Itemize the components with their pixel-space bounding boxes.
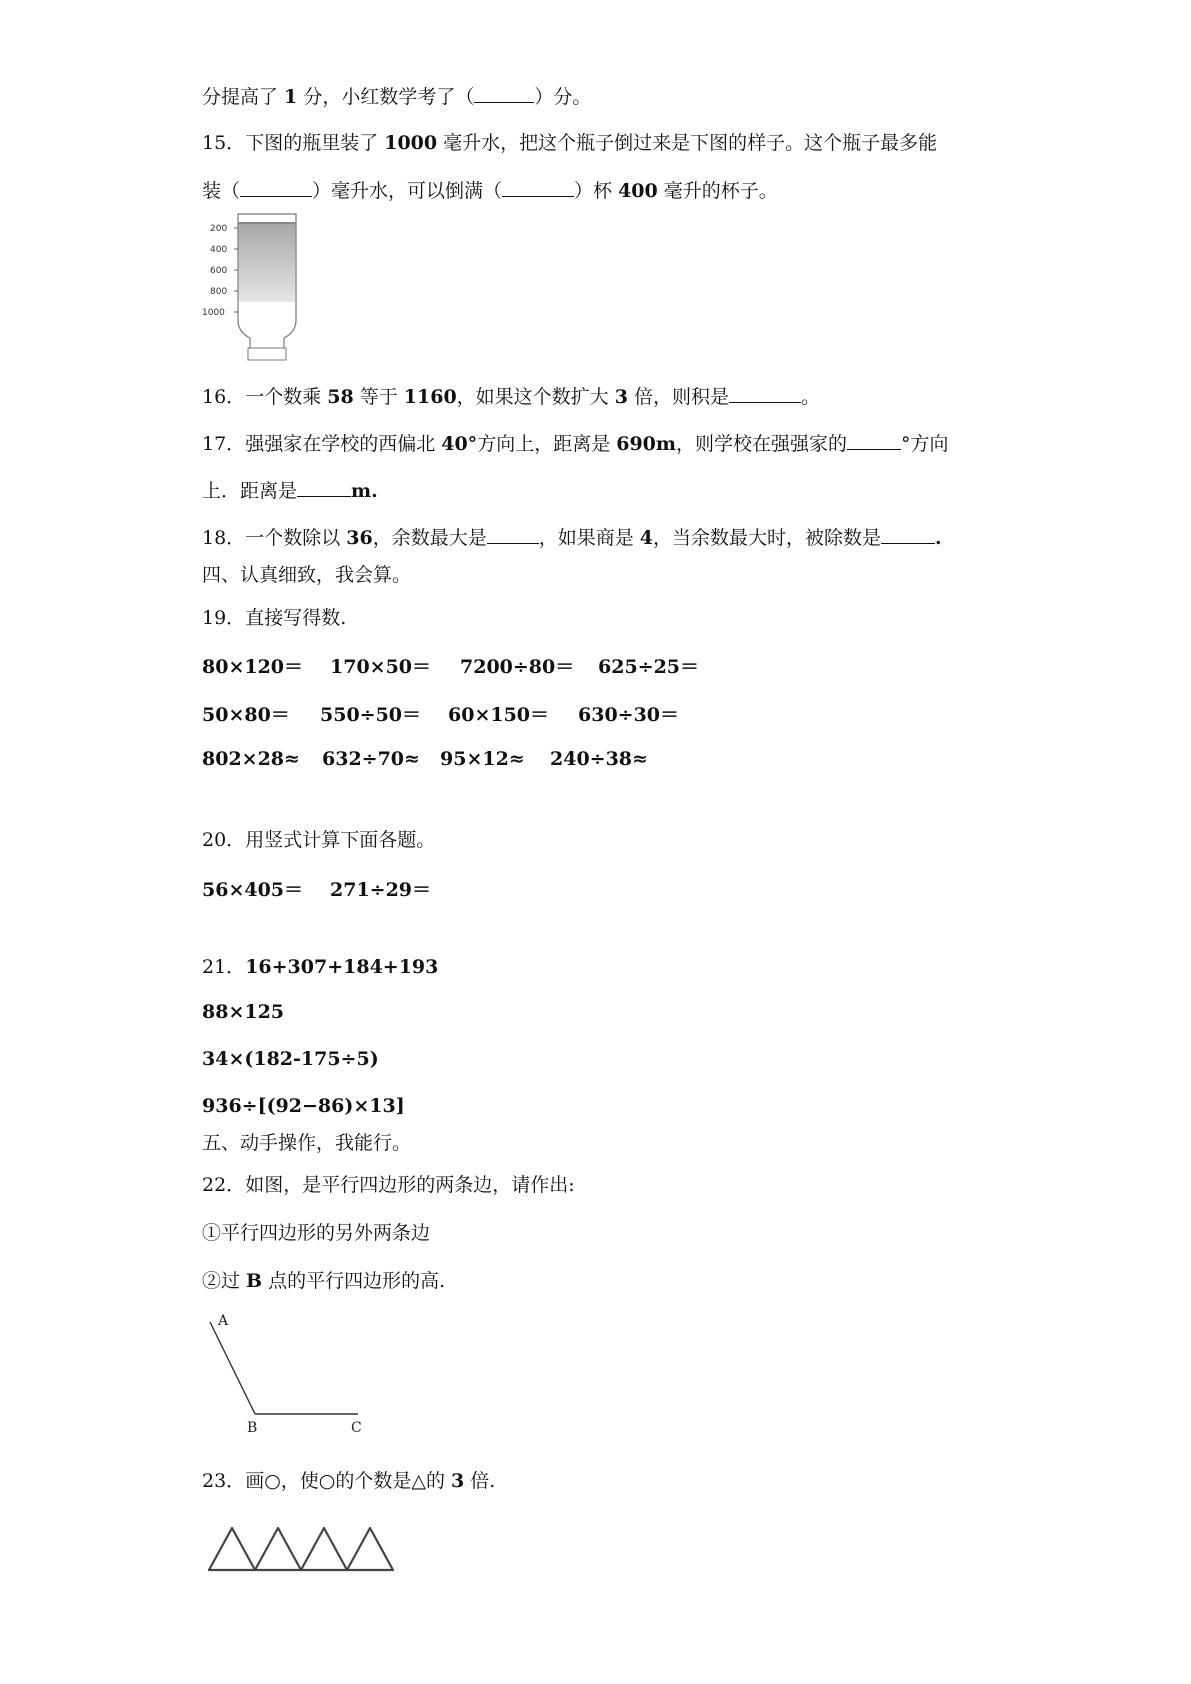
calc-item: 936÷[(92−86)×13] bbox=[202, 1095, 405, 1117]
q22-item-1: ①平行四边形的另外两条边 bbox=[202, 1222, 431, 1244]
scale-label-600: 600 bbox=[210, 266, 228, 276]
q20-title: 20．用竖式计算下面各题。 bbox=[202, 829, 436, 851]
q16-line: 16．一个数乘 58 等于 1160，如果这个数扩大 3 倍，则积是 。 bbox=[202, 386, 821, 408]
calc-item: 630÷30＝ bbox=[578, 704, 680, 726]
scale-label-400: 400 bbox=[210, 245, 228, 255]
q22-title: 22．如图，是平行四边形的两条边，请作出: bbox=[202, 1174, 575, 1196]
triangle-icon bbox=[255, 1528, 301, 1570]
answer-blank[interactable] bbox=[729, 384, 801, 403]
answer-blank[interactable] bbox=[474, 84, 534, 103]
bottle-figure bbox=[198, 210, 308, 365]
q23-line: 23．画○，使○的个数是△的 3 倍. bbox=[202, 1470, 496, 1492]
triangle-icon bbox=[301, 1528, 347, 1570]
triangles-figure bbox=[205, 1518, 395, 1578]
scale-label-1000: 1000 bbox=[202, 308, 225, 318]
calc-item: 271÷29＝ bbox=[330, 879, 432, 901]
q18-line: 18．一个数除以 36，余数最大是 ，如果商是 4，当余数最大时，被除数是 . bbox=[202, 527, 942, 549]
calc-item: 50×80＝ bbox=[202, 704, 290, 726]
answer-blank[interactable] bbox=[487, 525, 539, 544]
q21-line: 21．16+307+184+193 bbox=[202, 956, 439, 978]
calc-item: 7200÷80＝ bbox=[460, 656, 575, 678]
calc-item: 625÷25＝ bbox=[598, 656, 700, 678]
calc-item: 632÷70≈ bbox=[322, 748, 420, 770]
q22-item-2: ②过 B 点的平行四边形的高. bbox=[202, 1270, 446, 1292]
calc-item: 88×125 bbox=[202, 1001, 285, 1023]
q15-line-1: 15．下图的瓶里装了 1000 毫升水，把这个瓶子倒过来是下图的样子。这个瓶子最多能 bbox=[202, 132, 938, 154]
calc-item: 95×12≈ bbox=[440, 748, 525, 770]
q14-line: 分提高了 1 分，小红数学考了（ ）分。 bbox=[202, 86, 592, 108]
calc-item: 170×50＝ bbox=[330, 656, 432, 678]
scale-label-200: 200 bbox=[210, 224, 228, 234]
answer-blank[interactable] bbox=[502, 178, 574, 197]
scale-label-800: 800 bbox=[210, 287, 228, 297]
point-c-label: C bbox=[351, 1420, 362, 1436]
calc-item: 34×(182-175÷5) bbox=[202, 1048, 379, 1070]
q15-line-2: 装（ ）毫升水，可以倒满（ ）杯 400 毫升的杯子。 bbox=[202, 180, 778, 202]
point-a-label: A bbox=[218, 1313, 229, 1329]
answer-blank[interactable] bbox=[240, 178, 312, 197]
side-ab bbox=[210, 1322, 255, 1414]
q17-line-2: 上．距离是 m. bbox=[202, 480, 378, 502]
triangle-icon bbox=[209, 1528, 255, 1570]
section-4-title: 四、认真细致，我会算。 bbox=[202, 564, 412, 586]
calc-item: 550÷50＝ bbox=[320, 704, 422, 726]
parallelogram-figure bbox=[200, 1312, 380, 1442]
calc-item: 56×405＝ bbox=[202, 879, 304, 901]
q17-line-1: 17．强强家在学校的西偏北 40°方向上，距离是 690m，则学校在强强家的 °方向 bbox=[202, 433, 949, 455]
point-b-label: B bbox=[247, 1420, 258, 1436]
triangle-icon bbox=[347, 1528, 393, 1570]
answer-blank[interactable] bbox=[297, 478, 351, 497]
calc-item: 80×120＝ bbox=[202, 656, 304, 678]
answer-blank[interactable] bbox=[847, 431, 901, 450]
calc-item: 60×150＝ bbox=[448, 704, 550, 726]
section-5-title: 五、动手操作，我能行。 bbox=[202, 1132, 412, 1154]
calc-item: 240÷38≈ bbox=[550, 748, 648, 770]
calc-item: 802×28≈ bbox=[202, 748, 300, 770]
q19-title: 19．直接写得数. bbox=[202, 607, 347, 629]
answer-blank[interactable] bbox=[881, 525, 935, 544]
